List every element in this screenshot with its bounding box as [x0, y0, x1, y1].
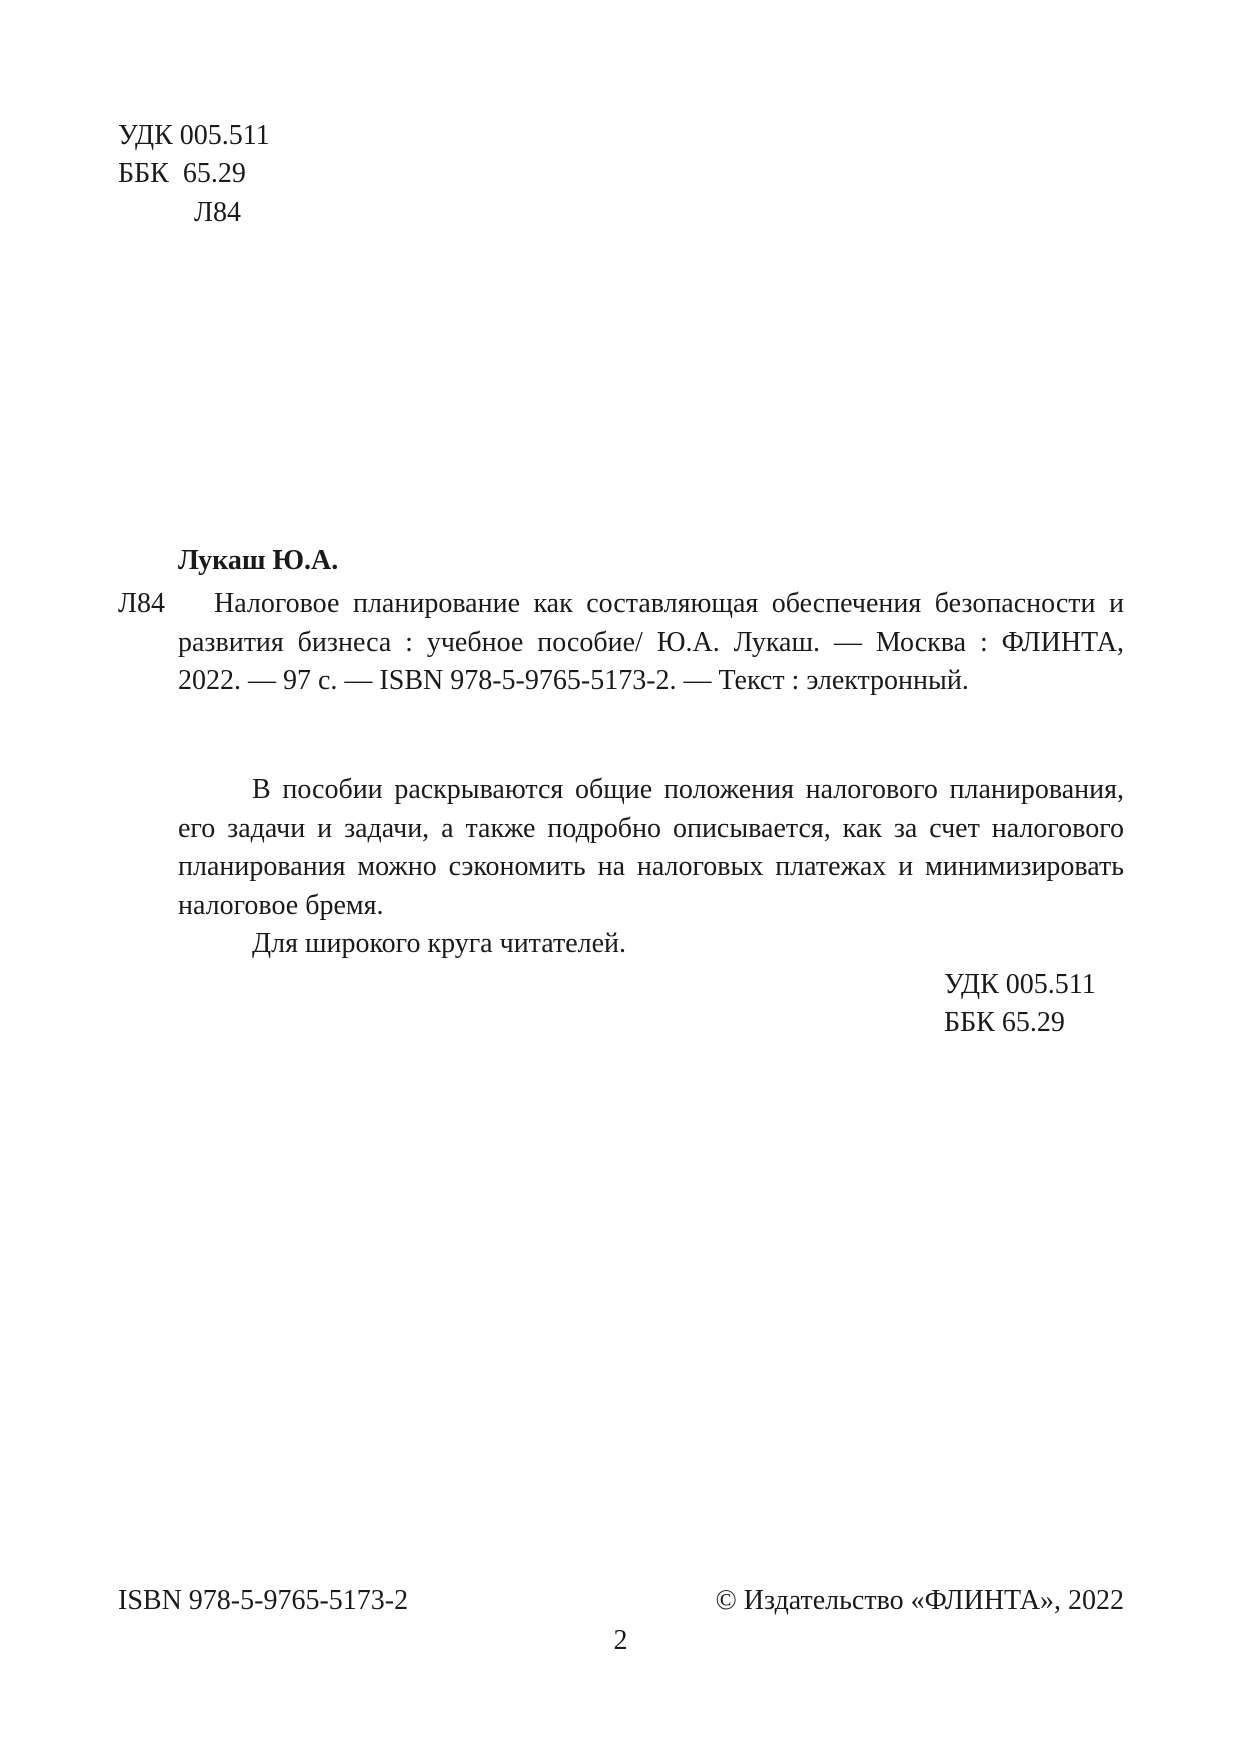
udk-line: [118, 117, 270, 155]
isbn: ISBN 978-5-9765-5173-2: [118, 1585, 409, 1616]
author-mark: Л84: [194, 197, 241, 228]
udk-code: 005.511: [179, 120, 270, 151]
bibliographic-mark: Л84: [118, 588, 165, 619]
author-name: Лукаш Ю.А.: [178, 545, 339, 576]
bbk-bottom: ББК 65.29: [944, 1007, 1065, 1038]
udk-bottom: УДК 005.511: [944, 969, 1096, 1000]
page-number: 2: [613, 1625, 628, 1656]
annotation-paragraph: В пособии раскрываются общие положения налогового планирования, его задачи и задачи, а также подробно описывается, как за счет налогового планирования можно сэкономить на налоговых платежах и минимизировать налоговое бремя.: [178, 774, 1124, 921]
bbk-code: 65.29: [182, 158, 246, 189]
copyright: © Издательство «ФЛИНТА», 2022: [715, 1585, 1124, 1616]
bibliographic-description: Налоговое планирование как составляющая обеспечения безопасности и развития бизнеса : учебное пособие/ Ю.А. Лукаш. — Москва : ФЛИНТА, 2022. — 97 с. — ISBN 978-5-9765-5173-2. — Текст : электронный.: [178, 588, 1124, 696]
bbk-label: ББК: [118, 158, 169, 189]
audience-note: Для широкого круга читателей.: [252, 928, 627, 959]
bbk-line: [118, 155, 246, 193]
udk-label: УДК: [118, 120, 173, 151]
